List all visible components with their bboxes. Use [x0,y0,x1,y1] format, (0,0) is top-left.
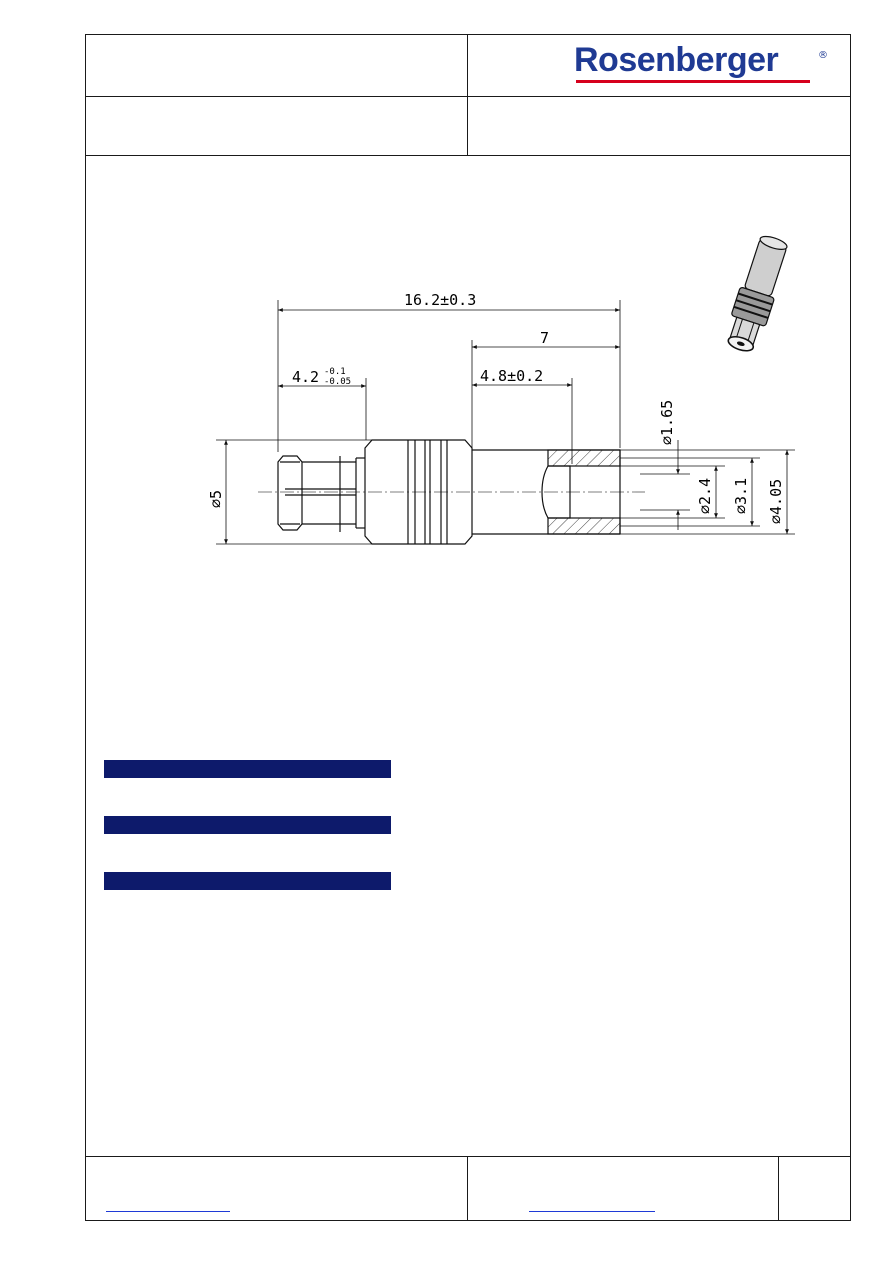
dim-4-2-tol-lower: -0.05 [324,377,352,387]
dim-dia-4-05-label: ⌀4.05 [767,478,785,524]
footer-link-left[interactable] [106,1211,230,1212]
logo-registered-mark: ® [818,50,828,61]
connector-isometric-image [722,233,792,355]
dim-dia-5-label: ⌀5 [207,489,225,508]
dim-7-label: 7 [540,329,550,347]
dim-4-2-label: 4.2 [292,368,320,386]
dim-4-8-label: 4.8±0.2 [480,367,544,385]
legend-bar-3 [104,872,391,890]
dim-dia-2-4-label: ⌀2.4 [696,477,714,514]
footer-link-right[interactable] [529,1211,655,1212]
legend-bar-2 [104,816,391,834]
dim-4-2 [278,378,366,440]
logo-text: Rosenberger [574,41,779,79]
dim-overall-length-label: 16.2±0.3 [404,291,477,309]
dim-dia-3-1-label: ⌀3.1 [732,477,750,514]
dim-dia-1-65-label: ⌀1.65 [658,399,676,445]
dim-7 [472,340,620,448]
collet-fingers [278,456,365,532]
legend-bar-1 [104,760,391,778]
dim-4-2-tol-upper: -0.1 [324,367,346,377]
